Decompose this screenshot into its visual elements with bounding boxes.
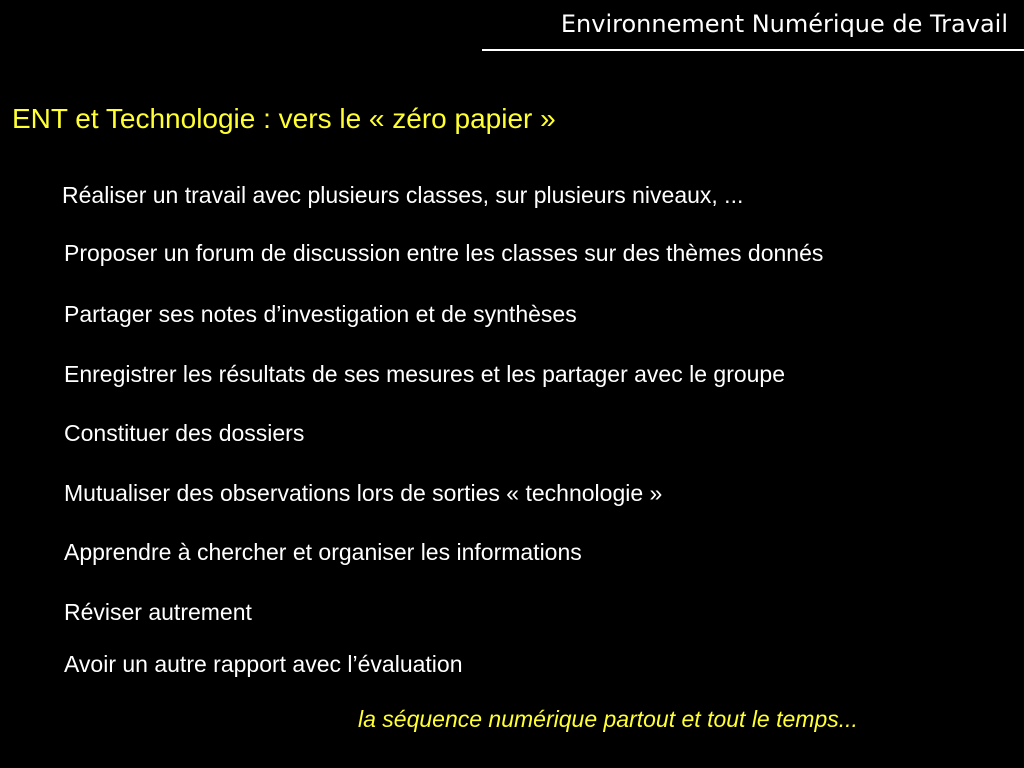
list-item: Mutualiser des observations lors de sorties « technologie »	[64, 480, 663, 506]
list-item: Constituer des dossiers	[64, 420, 305, 446]
footer-note: la séquence numérique partout et tout le temps...	[358, 706, 858, 732]
header-divider	[482, 49, 1024, 51]
list-item: Proposer un forum de discussion entre les classes sur des thèmes donnés	[64, 240, 824, 266]
list-item: Réviser autrement	[64, 599, 252, 625]
list-item: Apprendre à chercher et organiser les informations	[64, 539, 582, 565]
header-title: Environnement Numérique de Travail	[560, 10, 1008, 38]
slide-title: ENT et Technologie : vers le « zéro papier »	[12, 103, 556, 134]
list-item: Réaliser un travail avec plusieurs classes, sur plusieurs niveaux, ...	[62, 182, 744, 208]
list-item: Partager ses notes d’investigation et de synthèses	[64, 301, 577, 327]
list-item: Enregistrer les résultats de ses mesures et les partager avec le groupe	[64, 361, 786, 387]
list-item: Avoir un autre rapport avec l’évaluation	[64, 651, 463, 677]
